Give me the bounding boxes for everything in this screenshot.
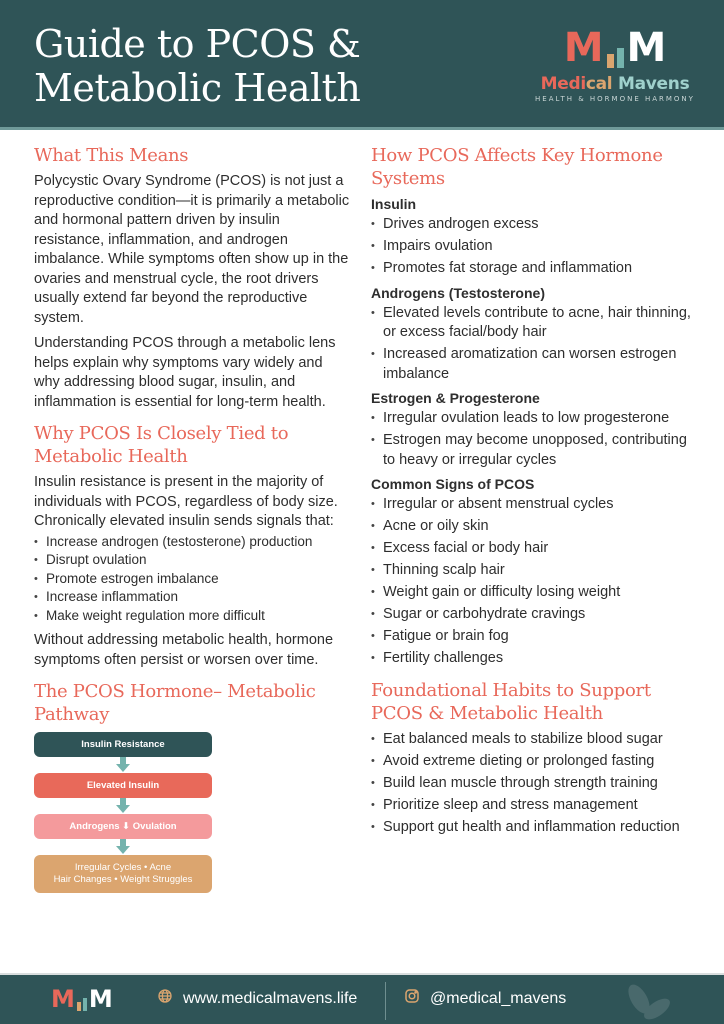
down-arrow-icon bbox=[34, 839, 212, 855]
section-heading: Why PCOS Is Closely Tied to Metabolic Health bbox=[34, 423, 289, 467]
page-footer bbox=[0, 973, 724, 1024]
common-signs-list bbox=[371, 495, 691, 669]
list-item: • Acne or oily skin bbox=[371, 517, 691, 537]
right-column bbox=[371, 144, 691, 843]
website-link[interactable] bbox=[157, 988, 357, 1009]
logo-letter-m-left: M bbox=[563, 25, 604, 71]
section-heading: Foundational Habits to Support PCOS & Metabolic Health bbox=[371, 679, 651, 724]
list-item: • Impairs ovulation bbox=[371, 237, 691, 257]
logo-tagline: HEALTH & HORMONE HARMONY bbox=[535, 95, 695, 103]
title-line-2: Metabolic Health bbox=[34, 66, 361, 110]
list-item: • Support gut health and inflammation reduction bbox=[371, 818, 691, 838]
website-text: www.medicalmavens.life bbox=[183, 989, 358, 1007]
list-item: • Fatigue or brain fog bbox=[371, 627, 691, 647]
list-item: • Increase inflammation bbox=[34, 588, 352, 607]
list-item: • Irregular ovulation leads to low progesterone bbox=[371, 409, 691, 429]
subheading-androgens: Androgens (Testosterone) bbox=[371, 284, 545, 301]
down-arrow-icon bbox=[34, 757, 212, 773]
list-item: • Disrupt ovulation bbox=[34, 551, 352, 570]
subheading-common-signs: Common Signs of PCOS bbox=[371, 476, 535, 492]
habits-list bbox=[371, 730, 691, 838]
list-item: • Weight gain or difficulty losing weight bbox=[371, 583, 691, 603]
title-line-1: Guide to PCOS & bbox=[34, 22, 361, 66]
list-item: • Drives androgen excess bbox=[371, 215, 691, 235]
list-item: • Eat balanced meals to stabilize blood sugar bbox=[371, 730, 691, 750]
why-pcos-section bbox=[34, 422, 352, 670]
pathway-section bbox=[34, 680, 352, 893]
estrogen-list bbox=[371, 409, 691, 470]
list-item: • Avoid extreme dieting or prolonged fasting bbox=[371, 752, 691, 772]
page-header bbox=[0, 0, 724, 130]
insulin-list bbox=[371, 215, 691, 279]
list-item: • Increase androgen (testosterone) production bbox=[34, 533, 352, 552]
hormone-systems-section bbox=[371, 144, 691, 669]
brand-logo bbox=[535, 25, 695, 103]
list-item: • Promote estrogen imbalance bbox=[34, 570, 352, 589]
page-title bbox=[34, 22, 360, 110]
logo-name: Medical Mavens bbox=[540, 74, 690, 94]
logo-letter-m-right: M bbox=[626, 25, 667, 71]
list-item: • Irregular or absent menstrual cycles bbox=[371, 495, 691, 515]
footer-logo: M M bbox=[51, 985, 113, 1013]
down-arrow-icon bbox=[34, 798, 212, 814]
flow-step-elevated-insulin: Elevated Insulin bbox=[34, 773, 212, 798]
list-item: • Sugar or carbohydrate cravings bbox=[371, 605, 691, 625]
list-item: • Increased aromatization can worsen estrogen imbalance bbox=[371, 345, 691, 384]
pathway-flowchart bbox=[34, 732, 212, 893]
left-column bbox=[34, 144, 352, 893]
globe-icon bbox=[157, 988, 173, 1009]
list-item: • Estrogen may become unopposed, contributing to heavy or irregular cycles bbox=[371, 431, 691, 470]
logo-mark bbox=[535, 25, 695, 71]
list-item: • Thinning scalp hair bbox=[371, 561, 691, 581]
list-item: • Elevated levels contribute to acne, hair thinning, or excess facial/body hair bbox=[371, 304, 691, 343]
paragraph: Understanding PCOS through a metabolic lens helps explain why symptoms vary widely and why addressing blood sugar, insulin, and inflammation is essential for long-term health. bbox=[34, 335, 336, 410]
androgens-list bbox=[371, 304, 691, 385]
list-item: • Excess facial or body hair bbox=[371, 539, 691, 559]
list-item: • Fertility challenges bbox=[371, 649, 691, 669]
section-heading: What This Means bbox=[34, 145, 189, 166]
leaf-decoration-icon bbox=[625, 981, 675, 1024]
section-heading: How PCOS Affects Key Hormone Systems bbox=[371, 145, 663, 189]
instagram-link[interactable] bbox=[404, 988, 566, 1009]
flow-step-symptoms: Irregular Cycles • Acne Hair Changes • Weight Struggles bbox=[34, 855, 212, 893]
instagram-icon bbox=[404, 988, 420, 1009]
logo-bars-icon bbox=[77, 991, 87, 1011]
signals-list bbox=[34, 533, 352, 626]
list-item: • Build lean muscle through strength training bbox=[371, 774, 691, 794]
paragraph: Without addressing metabolic health, hormone symptoms often persist or worsen over time. bbox=[34, 632, 334, 668]
instagram-handle: @medical_mavens bbox=[430, 989, 567, 1007]
flow-step-insulin-resistance: Insulin Resistance bbox=[34, 732, 212, 757]
subheading-insulin: Insulin bbox=[371, 196, 417, 212]
footer-divider bbox=[385, 982, 386, 1020]
what-this-means-section bbox=[34, 144, 352, 412]
list-item: • Make weight regulation more difficult bbox=[34, 607, 352, 626]
habits-section bbox=[371, 679, 691, 838]
list-item: • Prioritize sleep and stress management bbox=[371, 796, 691, 816]
list-item: • Promotes fat storage and inflammation bbox=[371, 259, 691, 279]
flow-step-androgens-ovulation: Androgens ⬇ Ovulation bbox=[34, 814, 212, 839]
paragraph: Insulin resistance is present in the majority of individuals with PCOS, regardless of body size. Chronically elevated insulin sends signals that: bbox=[34, 474, 338, 529]
section-heading: The PCOS Hormone– Metabolic Pathway bbox=[34, 681, 316, 725]
logo-bars-icon bbox=[607, 32, 624, 68]
subheading-estrogen-progesterone: Estrogen & Progesterone bbox=[371, 390, 540, 406]
paragraph: Polycystic Ovary Syndrome (PCOS) is not just a reproductive condition—it is primarily a metabolic and hormonal pattern driven by insulin resistance, inflammation, and androgen imbalance. While symptoms often show up in the ovaries and menstrual cycle, the root drivers usually extend far beyond the reproductive system. bbox=[34, 173, 350, 326]
